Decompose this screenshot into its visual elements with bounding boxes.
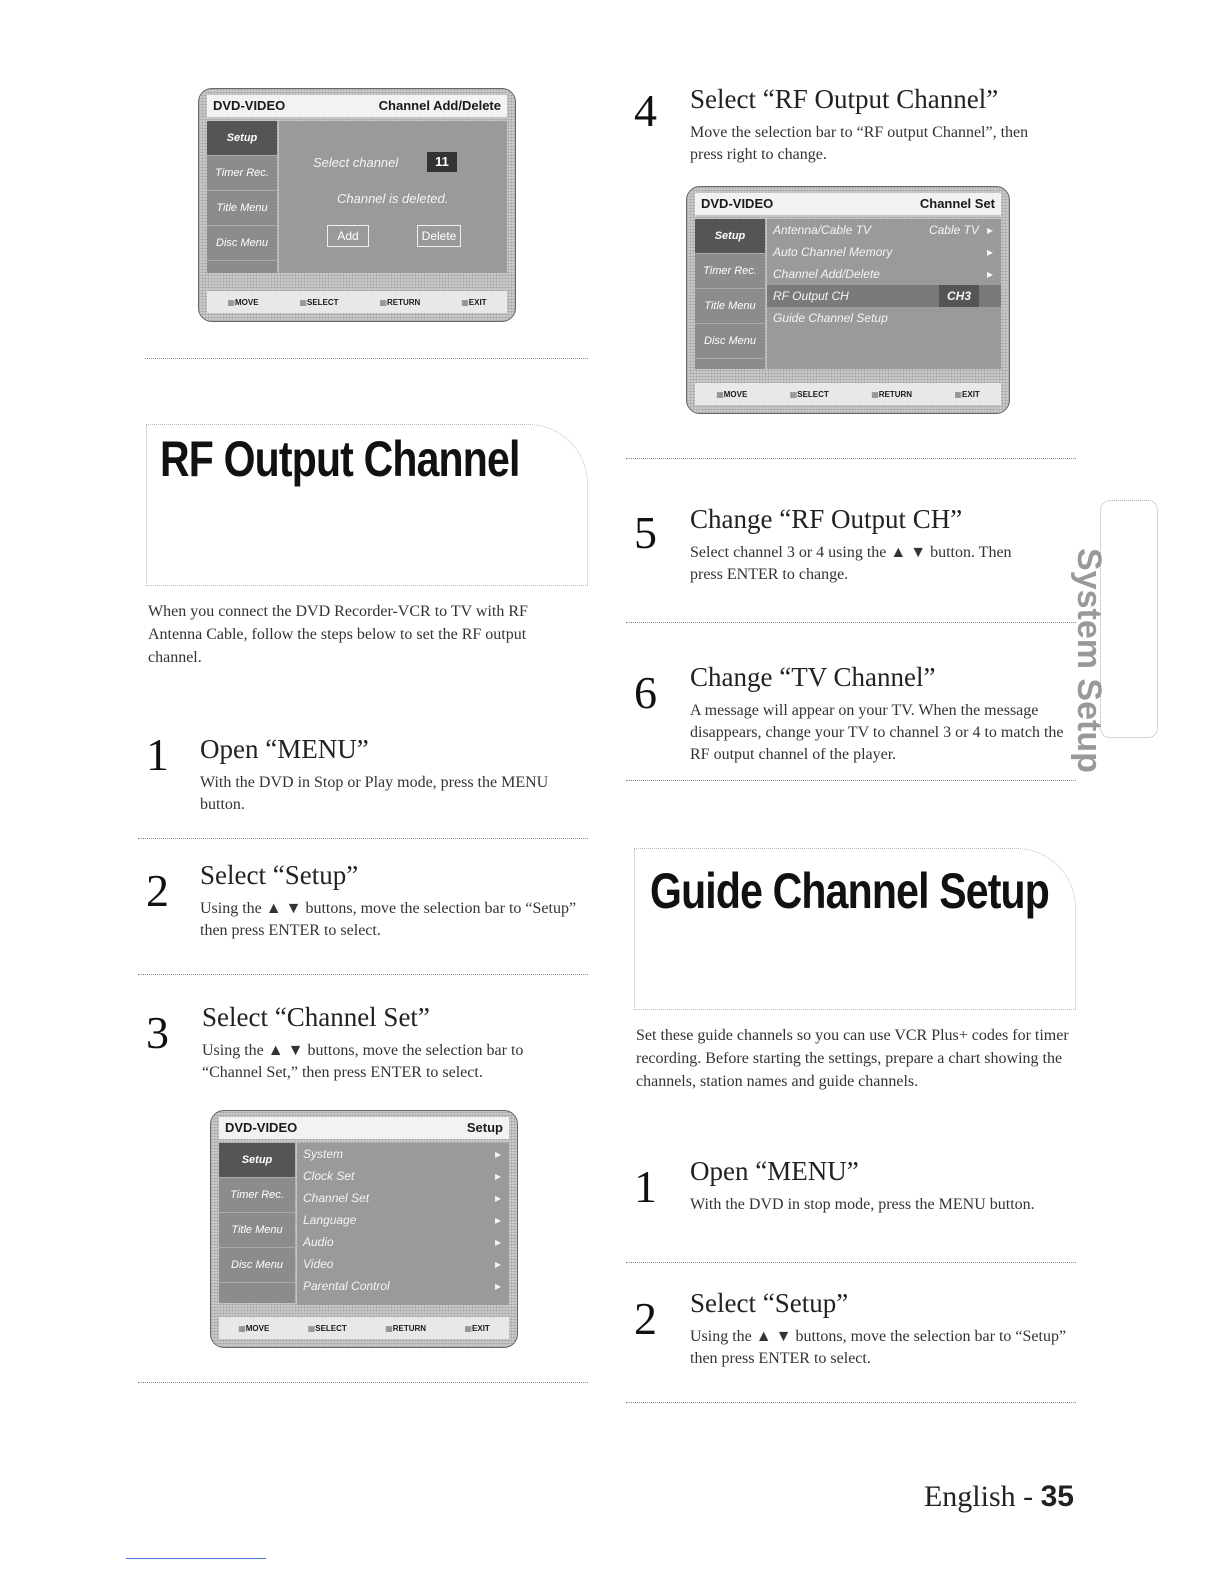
- osd-title-left: DVD-VIDEO: [225, 1120, 298, 1135]
- guide-step-2-title: Select “Setup”: [690, 1288, 849, 1318]
- osd-side-setup[interactable]: Setup: [219, 1143, 295, 1178]
- row-label: RF Output CH: [773, 289, 849, 303]
- osd-sidebar: [695, 219, 765, 369]
- osd-foot-select: ▦ SELECT: [308, 1324, 347, 1333]
- osd-side-timer[interactable]: Timer Rec.: [207, 156, 277, 191]
- row-value: Cable TV: [928, 223, 979, 237]
- row-value[interactable]: CH3: [939, 285, 979, 307]
- rf-step-1-text: With the DVD in Stop or Play mode, press the MENU button.: [200, 774, 549, 813]
- osd-foot-exit: ▦ EXIT: [954, 390, 979, 399]
- divider: [138, 974, 588, 975]
- osd-foot-move: ▦ MOVE: [238, 1324, 269, 1333]
- divider: [626, 622, 1076, 623]
- row-label: Auto Channel Memory: [773, 245, 893, 259]
- footer-language: English -: [923, 1480, 1041, 1513]
- select-channel-value[interactable]: 11: [427, 152, 457, 172]
- osd-side-setup[interactable]: Setup: [207, 121, 277, 156]
- osd-footer: [219, 1317, 509, 1339]
- arrow-right-icon: ▸: [494, 1235, 501, 1249]
- row-label: Video: [303, 1257, 334, 1271]
- row-label: Channel Set: [303, 1191, 370, 1205]
- rf-step-6-number: 6: [634, 667, 657, 718]
- arrow-right-icon: ▸: [494, 1279, 501, 1293]
- divider: [626, 1262, 1076, 1263]
- osd-side-disc[interactable]: Disc Menu: [207, 226, 277, 261]
- channel-set-row-guide[interactable]: [767, 307, 1001, 329]
- select-channel-label: Select channel: [313, 155, 399, 170]
- channel-set-row-auto-memory[interactable]: [767, 241, 1001, 263]
- arrow-right-icon: ▸: [986, 267, 993, 281]
- osd-title-bar: [219, 1117, 509, 1139]
- osd-side-title[interactable]: Title Menu: [207, 191, 277, 226]
- rf-step-3-title: Select “Channel Set”: [202, 1002, 430, 1032]
- row-label: Channel Add/Delete: [773, 267, 880, 281]
- osd-foot-exit: ▦ EXIT: [464, 1324, 489, 1333]
- osd-side-disc[interactable]: Disc Menu: [219, 1248, 295, 1283]
- setup-row-clock[interactable]: [297, 1165, 509, 1187]
- osd-title-left: DVD-VIDEO: [701, 196, 774, 211]
- osd-footer: [695, 383, 1001, 405]
- row-label: Guide Channel Setup: [773, 311, 888, 325]
- rf-section-title: RF Output Channel: [160, 431, 520, 487]
- osd-side-timer[interactable]: Timer Rec.: [219, 1178, 295, 1213]
- side-tab: [1100, 500, 1158, 738]
- rf-step-4-number: 4: [634, 85, 657, 136]
- channel-set-row-add-delete[interactable]: [767, 263, 1001, 285]
- page-footer: [924, 1480, 1074, 1514]
- row-label: Parental Control: [303, 1279, 390, 1293]
- row-label: Audio: [303, 1235, 334, 1249]
- setup-row-video[interactable]: [297, 1253, 509, 1275]
- arrow-right-icon: ▸: [494, 1169, 501, 1183]
- divider: [626, 458, 1076, 459]
- guide-section-title: Guide Channel Setup: [650, 863, 1050, 919]
- row-label: System: [303, 1147, 344, 1161]
- setup-row-channel-set[interactable]: [297, 1187, 509, 1209]
- arrow-right-icon: ▸: [494, 1191, 501, 1205]
- osd-foot-return: ▦ RETURN: [385, 1324, 426, 1333]
- divider: [138, 838, 588, 839]
- row-label: Clock Set: [303, 1169, 355, 1183]
- rf-step-6-text: A message will appear on your TV. When the message disappears, change your TV to channel 3 or 4 to match the RF output channel of the player.: [690, 702, 1064, 763]
- divider: [626, 1402, 1076, 1403]
- guide-step-1-number: 1: [634, 1161, 657, 1212]
- arrow-right-icon: ▸: [986, 223, 993, 237]
- osd-side-title[interactable]: Title Menu: [695, 289, 765, 324]
- rf-step-2-text: Using the ▲ ▼ buttons, move the selection bar to “Setup” then press ENTER to select.: [200, 900, 577, 939]
- rf-step-5-title: Change “RF Output CH”: [690, 504, 963, 534]
- osd-channel-add-delete: [198, 88, 516, 322]
- channel-set-row-rf-output[interactable]: [767, 285, 1001, 307]
- osd-foot-return: ▦ RETURN: [379, 298, 420, 307]
- bottom-rule: [126, 1558, 266, 1559]
- guide-step-1-title: Open “MENU”: [690, 1156, 859, 1186]
- osd-channel-set: [686, 186, 1010, 414]
- osd-setup: [210, 1110, 518, 1348]
- rf-step-5-number: 5: [634, 507, 657, 558]
- rf-step-4-title: Select “RF Output Channel”: [690, 84, 999, 114]
- osd-foot-move: ▦ MOVE: [716, 390, 747, 399]
- osd-side-timer[interactable]: Timer Rec.: [695, 254, 765, 289]
- osd-footer: [207, 291, 507, 313]
- osd-side-setup[interactable]: Setup: [695, 219, 765, 254]
- osd-foot-move: ▦ MOVE: [227, 298, 258, 307]
- osd-side-title[interactable]: Title Menu: [219, 1213, 295, 1248]
- rf-intro: When you connect the DVD Recorder-VCR to TV with RF Antenna Cable, follow the steps below to set the RF output channel.: [148, 603, 528, 666]
- divider: [626, 780, 1076, 781]
- side-tab-label: System Setup: [1070, 548, 1108, 773]
- osd-foot-select: ▦ SELECT: [790, 390, 829, 399]
- rf-step-3-number: 3: [146, 1007, 169, 1058]
- arrow-right-icon: ▸: [494, 1257, 501, 1271]
- osd-body: [279, 121, 507, 273]
- rf-step-6-title: Change “TV Channel”: [690, 662, 936, 692]
- rf-step-1-title: Open “MENU”: [200, 734, 369, 764]
- arrow-right-icon: ▸: [494, 1213, 501, 1227]
- osd-title-bar: [695, 193, 1001, 215]
- add-button[interactable]: Add: [327, 225, 369, 247]
- osd-body: [297, 1143, 509, 1305]
- divider: [145, 358, 588, 359]
- arrow-right-icon: ▸: [986, 245, 993, 259]
- setup-row-parental[interactable]: [297, 1275, 509, 1297]
- rf-step-1-number: 1: [146, 729, 169, 780]
- osd-foot-exit: ▦ EXIT: [461, 298, 486, 307]
- rf-step-2-number: 2: [146, 865, 169, 916]
- osd-sidebar: [219, 1143, 295, 1303]
- osd-title-right: Setup: [466, 1120, 503, 1135]
- osd-side-disc[interactable]: Disc Menu: [695, 324, 765, 359]
- rf-step-2-title: Select “Setup”: [200, 860, 359, 890]
- rf-step-5-text: Select channel 3 or 4 using the ▲ ▼ button. Then press ENTER to change.: [690, 544, 1012, 583]
- row-label: Language: [303, 1213, 357, 1227]
- osd-body: [767, 219, 1001, 369]
- delete-button[interactable]: Delete: [417, 225, 461, 247]
- page-number: 35: [1040, 1480, 1074, 1513]
- setup-row-system[interactable]: [297, 1143, 509, 1165]
- osd-title-bar: [207, 95, 507, 117]
- osd-title-right: Channel Add/Delete: [378, 98, 501, 113]
- guide-intro: Set these guide channels so you can use VCR Plus+ codes for timer recording. Before starting the settings, prepare a chart showing the channels, station names and guide channels.: [636, 1027, 1069, 1090]
- osd-title-right: Channel Set: [919, 196, 995, 211]
- guide-step-1-text: With the DVD in stop mode, press the MENU button.: [690, 1196, 1035, 1213]
- arrow-right-icon: ▸: [494, 1147, 501, 1161]
- channel-status-message: Channel is deleted.: [337, 191, 449, 206]
- setup-row-audio[interactable]: [297, 1231, 509, 1253]
- osd-title-left: DVD-VIDEO: [213, 98, 286, 113]
- osd-sidebar: [207, 121, 277, 273]
- channel-set-row-antenna[interactable]: [767, 219, 1001, 241]
- guide-step-2-number: 2: [634, 1293, 657, 1344]
- rf-step-3-text: Using the ▲ ▼ buttons, move the selection bar to “Channel Set,” then press ENTER to select.: [202, 1042, 524, 1081]
- divider: [138, 1382, 588, 1383]
- row-label: Antenna/Cable TV: [773, 223, 872, 237]
- guide-step-2-text: Using the ▲ ▼ buttons, move the selection bar to “Setup” then press ENTER to select.: [690, 1328, 1067, 1367]
- osd-foot-select: ▦ SELECT: [299, 298, 338, 307]
- rf-step-4-text: Move the selection bar to “RF output Channel”, then press right to change.: [690, 124, 1029, 163]
- setup-row-language[interactable]: [297, 1209, 509, 1231]
- osd-foot-return: ▦ RETURN: [871, 390, 912, 399]
